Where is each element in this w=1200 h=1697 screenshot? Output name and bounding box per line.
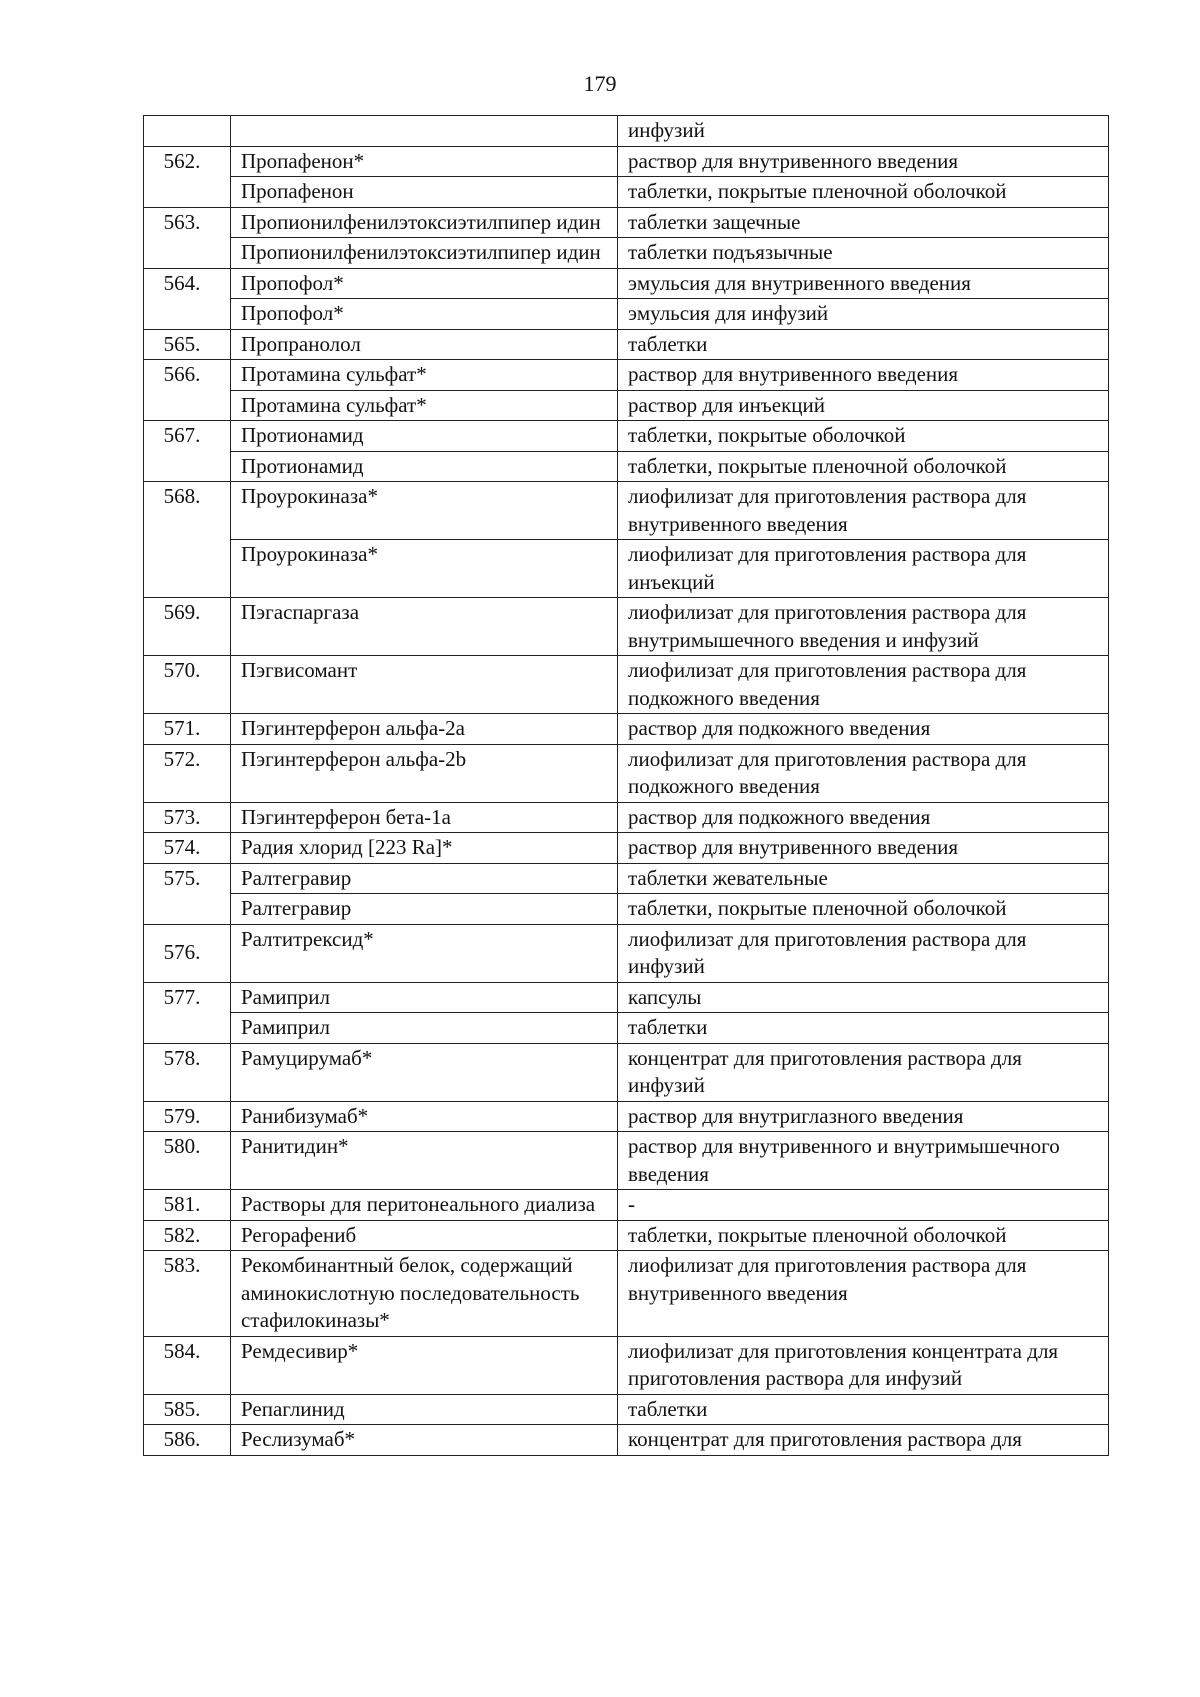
row-number: 577. <box>144 982 231 1043</box>
table-row <box>144 598 1109 656</box>
row-number: 583. <box>144 1251 231 1337</box>
drug-name: Пэгинтерферон бета-1a <box>231 802 618 833</box>
table-row <box>144 238 1109 269</box>
drug-name: Протионамид <box>231 421 618 452</box>
dosage-form: раствор для внутривенного введения <box>618 360 1109 391</box>
drug-name <box>231 116 618 147</box>
drug-name: Репаглинид <box>231 1394 618 1425</box>
table-row <box>144 1043 1109 1101</box>
drug-name: Рамуцирумаб* <box>231 1043 618 1101</box>
drug-name: Пэгинтерферон альфа-2b <box>231 744 618 802</box>
drug-name: Ралтегравир <box>231 863 618 894</box>
drug-name: Протионамид <box>231 451 618 482</box>
drug-name: Пропофол* <box>231 299 618 330</box>
dosage-form: таблетки, покрытые пленочной оболочкой <box>618 894 1109 925</box>
dosage-form: раствор для внутриглазного введения <box>618 1101 1109 1132</box>
dosage-form: таблетки, покрытые пленочной оболочкой <box>618 1220 1109 1251</box>
dosage-form: раствор для подкожного введения <box>618 802 1109 833</box>
row-number: 570. <box>144 656 231 714</box>
dosage-form: лиофилизат для приготовления раствора для внутримышечного введения и инфузий <box>618 598 1109 656</box>
row-number: 584. <box>144 1336 231 1394</box>
row-number: 567. <box>144 421 231 482</box>
drug-name: Рамиприл <box>231 982 618 1013</box>
drug-name: Пропофол* <box>231 268 618 299</box>
dosage-form: лиофилизат для приготовления раствора для внутривенного введения <box>618 1251 1109 1337</box>
dosage-form: лиофилизат для приготовления раствора для подкожного введения <box>618 656 1109 714</box>
row-number: 566. <box>144 360 231 421</box>
dosage-form: эмульсия для внутривенного введения <box>618 268 1109 299</box>
table-row <box>144 714 1109 745</box>
table-row <box>144 1220 1109 1251</box>
dosage-form: таблетки <box>618 1013 1109 1044</box>
drug-name: Ралтитрексид* <box>231 924 618 982</box>
table-row <box>144 177 1109 208</box>
dosage-form: раствор для внутривенного введения <box>618 146 1109 177</box>
dosage-form: - <box>618 1190 1109 1221</box>
dosage-form: лиофилизат для приготовления концентрата для приготовления раствора для инфузий <box>618 1336 1109 1394</box>
drug-name: Ранибизумаб* <box>231 1101 618 1132</box>
drug-name: Пропафенон* <box>231 146 618 177</box>
dosage-form: раствор для инъекций <box>618 390 1109 421</box>
dosage-form: лиофилизат для приготовления раствора для инфузий <box>618 924 1109 982</box>
drug-name: Пэгинтерферон альфа-2a <box>231 714 618 745</box>
drug-name: Реслизумаб* <box>231 1425 618 1456</box>
table-row <box>144 268 1109 299</box>
dosage-form: инфузий <box>618 116 1109 147</box>
row-number: 562. <box>144 146 231 207</box>
row-number: 572. <box>144 744 231 802</box>
row-number: 563. <box>144 207 231 268</box>
drug-name: Проурокиназа* <box>231 482 618 540</box>
row-number: 573. <box>144 802 231 833</box>
drug-table <box>143 115 1109 1456</box>
table-row <box>144 329 1109 360</box>
table-row <box>144 656 1109 714</box>
row-number: 586. <box>144 1425 231 1456</box>
dosage-form: таблетки <box>618 1394 1109 1425</box>
dosage-form: лиофилизат для приготовления раствора для подкожного введения <box>618 744 1109 802</box>
drug-name: Пропранолол <box>231 329 618 360</box>
table-row <box>144 1101 1109 1132</box>
drug-name: Ралтегравир <box>231 894 618 925</box>
page-number: 179 <box>583 71 617 96</box>
drug-name: Ремдесивир* <box>231 1336 618 1394</box>
drug-name: Протамина сульфат* <box>231 360 618 391</box>
drug-table-body <box>144 116 1109 1456</box>
row-number: 576. <box>144 924 231 982</box>
row-number: 585. <box>144 1394 231 1425</box>
dosage-form: лиофилизат для приготовления раствора для внутривенного введения <box>618 482 1109 540</box>
drug-name: Рамиприл <box>231 1013 618 1044</box>
dosage-form: концентрат для приготовления раствора для <box>618 1425 1109 1456</box>
drug-name: Проурокиназа* <box>231 540 618 598</box>
drug-name: Пропафенон <box>231 177 618 208</box>
drug-name: Протамина сульфат* <box>231 390 618 421</box>
row-number: 568. <box>144 482 231 598</box>
row-number: 582. <box>144 1220 231 1251</box>
table-row <box>144 1251 1109 1337</box>
table-row <box>144 894 1109 925</box>
drug-name: Регорафениб <box>231 1220 618 1251</box>
dosage-form: лиофилизат для приготовления раствора для инъекций <box>618 540 1109 598</box>
drug-name: Растворы для перитонеального диализа <box>231 1190 618 1221</box>
table-row <box>144 1190 1109 1221</box>
table-row <box>144 116 1109 147</box>
table-row <box>144 1394 1109 1425</box>
table-row <box>144 833 1109 864</box>
dosage-form: таблетки жевательные <box>618 863 1109 894</box>
row-number: 578. <box>144 1043 231 1101</box>
row-number: 575. <box>144 863 231 924</box>
dosage-form: таблетки <box>618 329 1109 360</box>
drug-name: Пэгаспаргаза <box>231 598 618 656</box>
dosage-form: капсулы <box>618 982 1109 1013</box>
table-row <box>144 1336 1109 1394</box>
drug-name: Пэгвисомант <box>231 656 618 714</box>
dosage-form: таблетки подъязычные <box>618 238 1109 269</box>
dosage-form: концентрат для приготовления раствора для инфузий <box>618 1043 1109 1101</box>
row-number: 574. <box>144 833 231 864</box>
table-row <box>144 207 1109 238</box>
table-row <box>144 451 1109 482</box>
table-row <box>144 1013 1109 1044</box>
dosage-form: таблетки, покрытые оболочкой <box>618 421 1109 452</box>
dosage-form: раствор для внутривенного введения <box>618 833 1109 864</box>
dosage-form: раствор для подкожного введения <box>618 714 1109 745</box>
drug-name: Пропионилфенилэтоксиэтилпипер идин <box>231 207 618 238</box>
table-row <box>144 146 1109 177</box>
dosage-form: раствор для внутривенного и внутримышечного введения <box>618 1132 1109 1190</box>
table-row <box>144 1132 1109 1190</box>
table-row <box>144 360 1109 391</box>
table-row <box>144 390 1109 421</box>
table-row <box>144 924 1109 982</box>
row-number: 579. <box>144 1101 231 1132</box>
dosage-form: таблетки, покрытые пленочной оболочкой <box>618 177 1109 208</box>
table-row <box>144 744 1109 802</box>
row-number: 571. <box>144 714 231 745</box>
drug-name: Пропионилфенилэтоксиэтилпипер идин <box>231 238 618 269</box>
row-number: 565. <box>144 329 231 360</box>
row-number: 581. <box>144 1190 231 1221</box>
table-row <box>144 540 1109 598</box>
table-row <box>144 802 1109 833</box>
dosage-form: таблетки, покрытые пленочной оболочкой <box>618 451 1109 482</box>
row-number: 569. <box>144 598 231 656</box>
row-number <box>144 116 231 147</box>
table-row <box>144 299 1109 330</box>
table-row <box>144 982 1109 1013</box>
drug-name: Ранитидин* <box>231 1132 618 1190</box>
dosage-form: таблетки защечные <box>618 207 1109 238</box>
drug-name: Радия хлорид [223 Ra]* <box>231 833 618 864</box>
table-row <box>144 1425 1109 1456</box>
dosage-form: эмульсия для инфузий <box>618 299 1109 330</box>
row-number: 564. <box>144 268 231 329</box>
table-row <box>144 863 1109 894</box>
table-row <box>144 421 1109 452</box>
table-row <box>144 482 1109 540</box>
drug-name: Рекомбинантный белок, содержащий аминокислотную последовательность стафилокиназы* <box>231 1251 618 1337</box>
row-number: 580. <box>144 1132 231 1190</box>
